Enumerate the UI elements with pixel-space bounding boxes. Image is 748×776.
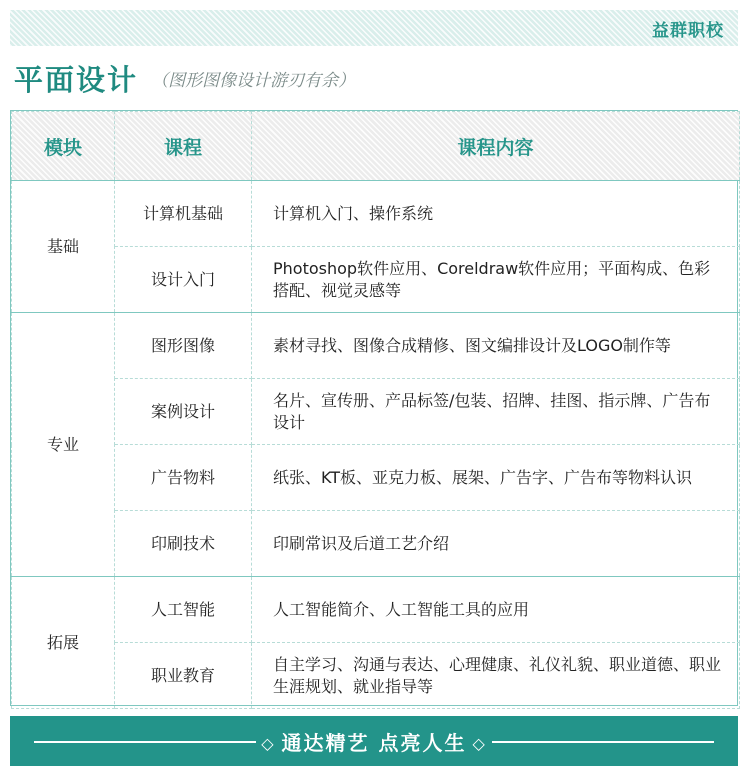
course-cell: 图形图像 — [115, 313, 252, 379]
module-cell: 专业 — [12, 313, 115, 577]
module-cell: 拓展 — [12, 577, 115, 709]
header-content: 课程内容 — [252, 112, 740, 181]
content-cell: 自主学习、沟通与表达、心理健康、礼仪礼貌、职业道德、职业生涯规划、就业指导等 — [252, 643, 740, 709]
course-table — [10, 110, 738, 706]
content-cell: 印刷常识及后道工艺介绍 — [252, 511, 740, 577]
content-cell: 计算机入门、操作系统 — [252, 181, 740, 247]
table-header-row — [12, 112, 740, 181]
course-cell: 职业教育 — [115, 643, 252, 709]
slogan-divider-right — [492, 741, 714, 743]
slogan-text: 通达精艺 点亮人生 — [281, 731, 467, 755]
course-cell: 印刷技术 — [115, 511, 252, 577]
top-banner — [10, 10, 738, 46]
course-cell: 广告物料 — [115, 445, 252, 511]
content-cell: 纸张、KT板、亚克力板、展架、广告字、广告布等物料认识 — [252, 445, 740, 511]
content-cell: 人工智能简介、人工智能工具的应用 — [252, 577, 740, 643]
header-course: 课程 — [115, 112, 252, 181]
table-row — [12, 181, 740, 247]
course-cell: 计算机基础 — [115, 181, 252, 247]
content-cell: 素材寻找、图像合成精修、图文编排设计及LOGO制作等 — [252, 313, 740, 379]
module-cell: 基础 — [12, 181, 115, 313]
page-subtitle: （图形图像设计游刃有余） — [151, 71, 356, 91]
content-cell: Photoshop软件应用、Coreldraw软件应用；平面构成、色彩搭配、视觉灵感等 — [252, 247, 740, 313]
diamond-icon: ◇ — [472, 734, 487, 753]
table-row — [12, 247, 740, 313]
page-title: 平面设计 — [14, 63, 139, 97]
footer-banner — [10, 716, 738, 766]
table-row — [12, 313, 740, 379]
table-row — [12, 577, 740, 643]
brand-name: 益群职校 — [652, 21, 724, 41]
table-row — [12, 379, 740, 445]
table-row — [12, 643, 740, 709]
course-cell: 案例设计 — [115, 379, 252, 445]
header-module: 模块 — [12, 112, 115, 181]
course-cell: 设计入门 — [115, 247, 252, 313]
diamond-icon: ◇ — [261, 734, 276, 753]
table-row — [12, 511, 740, 577]
title-row — [14, 58, 355, 102]
course-cell: 人工智能 — [115, 577, 252, 643]
content-cell: 名片、宣传册、产品标签/包装、招牌、挂图、指示牌、广告布设计 — [252, 379, 740, 445]
table-row — [12, 445, 740, 511]
